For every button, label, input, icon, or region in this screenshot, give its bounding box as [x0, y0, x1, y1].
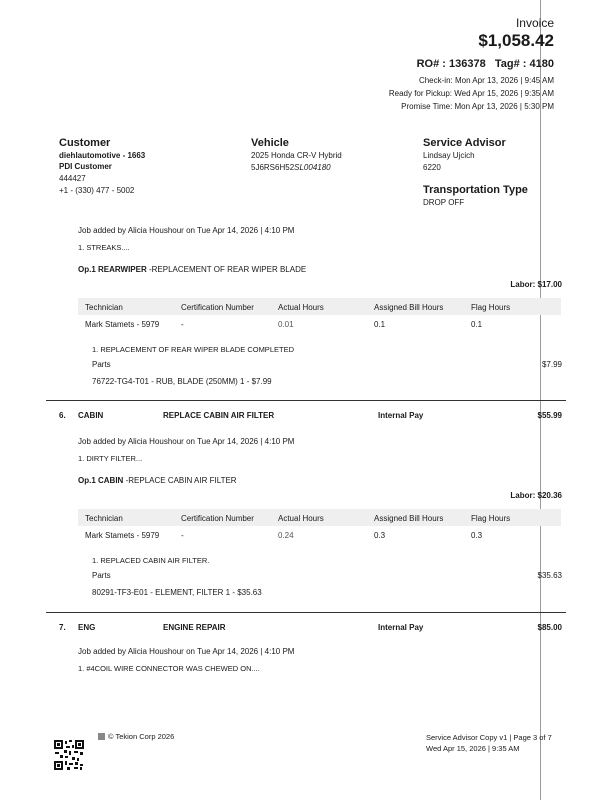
- job5-actual: 0.01: [278, 320, 294, 329]
- footer-copyright: © Tekion Corp 2026: [108, 732, 175, 741]
- job6-assigned: 0.3: [374, 531, 386, 540]
- vehicle-model: 2025 Honda CR-V Hybrid: [251, 151, 342, 160]
- tekion-logo-icon: [98, 733, 105, 740]
- job5-technician: Mark Stamets - 5979: [85, 320, 160, 329]
- ready-time: Ready for Pickup: Wed Apr 15, 2026 | 9:35 AM: [388, 89, 554, 98]
- col-technician: Technician: [85, 303, 123, 312]
- job5-part-line: 76722-TG4-T01 - RUB, BLADE (250MM) 1 - $7.99: [92, 377, 272, 386]
- invoice-total: $1,058.42: [478, 31, 554, 50]
- vehicle-heading: Vehicle: [251, 137, 289, 149]
- job6-parts-label: Parts: [92, 571, 111, 580]
- job7-title: ENGINE REPAIR: [163, 623, 226, 632]
- job7-concern: 1. #4COIL WIRE CONNECTOR WAS CHEWED ON....: [78, 664, 260, 673]
- job6-number: 6.: [59, 411, 66, 420]
- job5-parts-total: $7.99: [541, 360, 562, 369]
- job6-divider: [46, 400, 566, 401]
- checkin-time: Check-in: Mon Apr 13, 2026 | 9:45 AM: [418, 76, 554, 85]
- ro-number: 136378: [448, 58, 486, 70]
- job6-added-by: Job added by Alicia Houshour on Tue Apr 14, 2026 | 4:10 PM: [78, 437, 295, 446]
- job5-flag: 0.1: [471, 320, 483, 329]
- job5-concern: 1. STREAKS....: [78, 243, 130, 252]
- col-actual-hours: Actual Hours: [278, 514, 324, 523]
- job6-cert: -: [181, 531, 184, 540]
- job5-parts-label: Parts: [92, 360, 111, 369]
- job7-pay-type: Internal Pay: [378, 623, 424, 632]
- advisor-heading: Service Advisor: [423, 137, 506, 149]
- col-flag-hours: Flag Hours: [471, 514, 511, 523]
- footer-print-time: Wed Apr 15, 2026 | 9:35 AM: [426, 744, 520, 753]
- job6-labor: Labor: $20.36: [510, 491, 562, 500]
- job6-flag: 0.3: [471, 531, 483, 540]
- job7-divider: [46, 612, 566, 613]
- col-assigned-hours: Assigned Bill Hours: [374, 303, 444, 312]
- customer-type: PDI Customer: [59, 162, 112, 171]
- job6-concern: 1. DIRTY FILTER...: [78, 454, 143, 463]
- transport-heading: Transportation Type: [423, 184, 528, 196]
- job7-amount: $85.00: [537, 623, 562, 632]
- col-certification: Certification Number: [181, 514, 254, 523]
- col-flag-hours: Flag Hours: [471, 303, 511, 312]
- job6-code: CABIN: [78, 411, 104, 420]
- qr-code: [54, 740, 84, 770]
- job6-title: REPLACE CABIN AIR FILTER: [163, 411, 275, 420]
- job7-number: 7.: [59, 623, 66, 632]
- customer-phone: +1 - (330) 477 - 5002: [59, 186, 135, 195]
- job5-correction: 1. REPLACEMENT OF REAR WIPER BLADE COMPLETED: [92, 345, 294, 354]
- job5-cert: -: [181, 320, 184, 329]
- customer-id: 444427: [59, 174, 86, 183]
- job5-operation: Op.1 REARWIPER -REPLACEMENT OF REAR WIPER BLADE: [78, 265, 307, 274]
- vehicle-vin: 5J6RS6H52SL004180: [251, 163, 331, 172]
- footer-copy-info: Service Advisor Copy v1 | Page 3 of 7: [426, 733, 552, 742]
- job5-assigned: 0.1: [374, 320, 386, 329]
- document-type: Invoice: [515, 16, 554, 30]
- job5-labor: Labor: $17.00: [510, 280, 562, 289]
- job7-added-by: Job added by Alicia Houshour on Tue Apr 14, 2026 | 4:10 PM: [78, 647, 295, 656]
- transport-value: DROP OFF: [423, 198, 465, 207]
- tag-number: 4180: [529, 58, 554, 70]
- job6-pay-type: Internal Pay: [378, 411, 424, 420]
- job5-added-by: Job added by Alicia Houshour on Tue Apr 14, 2026 | 4:10 PM: [78, 226, 295, 235]
- job6-operation: Op.1 CABIN -REPLACE CABIN AIR FILTER: [78, 476, 237, 485]
- job6-technician: Mark Stamets - 5979: [85, 531, 160, 540]
- col-assigned-hours: Assigned Bill Hours: [374, 514, 444, 523]
- col-certification: Certification Number: [181, 303, 254, 312]
- job6-parts-total: $35.63: [537, 571, 562, 580]
- job6-actual: 0.24: [278, 531, 294, 540]
- advisor-number: 6220: [423, 163, 441, 172]
- col-actual-hours: Actual Hours: [278, 303, 324, 312]
- job7-code: ENG: [78, 623, 96, 632]
- ro-tag-line: RO# : 136378 Tag# : 4180: [416, 58, 554, 70]
- customer-heading: Customer: [59, 137, 111, 149]
- col-technician: Technician: [85, 514, 123, 523]
- customer-name: diehlautomotive - 1663: [59, 151, 146, 160]
- job6-correction: 1. REPLACED CABIN AIR FILTER.: [92, 556, 210, 565]
- promise-time: Promise Time: Mon Apr 13, 2026 | 5:30 PM: [401, 102, 554, 111]
- job6-part-line: 80291-TF3-E01 - ELEMENT, FILTER 1 - $35.63: [92, 588, 262, 597]
- advisor-name: Lindsay Ujcich: [423, 151, 475, 160]
- job6-amount: $55.99: [537, 411, 562, 420]
